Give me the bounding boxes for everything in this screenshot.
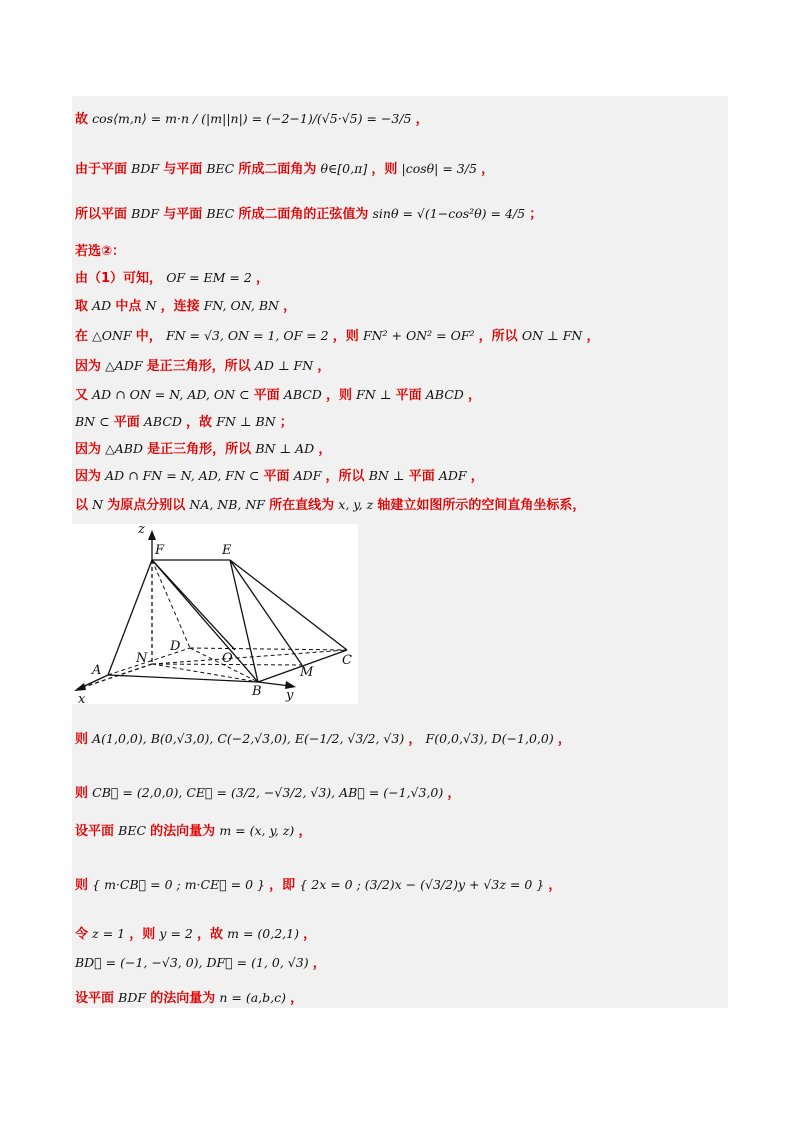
formula: BN ⊂ xyxy=(75,414,110,429)
formula: N xyxy=(92,497,104,512)
formula: N xyxy=(145,298,157,313)
text: 所成二面角的正弦值为 xyxy=(238,207,369,222)
text: 故 xyxy=(75,112,89,127)
formula: BEC xyxy=(206,206,235,221)
line-normal-bec xyxy=(75,822,311,841)
text: ，连接 xyxy=(160,299,200,314)
formula: m = (0,2,1) xyxy=(227,926,299,941)
formula: FN ⊥ xyxy=(356,387,392,402)
line-coordinate-system xyxy=(75,496,585,515)
line-cos-mn xyxy=(75,110,429,129)
text: ， xyxy=(290,991,304,1006)
formula: BDF xyxy=(118,990,147,1005)
text: 所在直线为 xyxy=(269,498,335,513)
text: 与平面 xyxy=(163,162,203,177)
label-z: z xyxy=(138,524,145,537)
line-dihedral-angle xyxy=(75,160,494,179)
label-e: E xyxy=(222,543,232,558)
text: 由（1）可知， xyxy=(75,271,163,286)
label-n: N xyxy=(136,651,148,666)
text: 若选②： xyxy=(75,244,126,259)
line-equation-system xyxy=(75,876,561,895)
formula: BDF xyxy=(131,161,160,176)
text: ，故 xyxy=(197,927,224,942)
formula: θ∈[0,π] xyxy=(320,161,368,176)
line-vectors-bd-df xyxy=(75,954,326,973)
text: 轴建立如图所示的空间直角坐标系， xyxy=(377,498,586,513)
formula: AD xyxy=(92,298,112,313)
formula: △ADF xyxy=(105,358,143,373)
formula: AD ∩ ON = N, AD, ON ⊂ xyxy=(92,387,250,402)
formula: △ABD xyxy=(105,441,144,456)
text: ， xyxy=(447,786,461,801)
text: ， xyxy=(548,878,562,893)
label-c: C xyxy=(342,653,352,668)
formula: OF = EM = 2 xyxy=(166,270,252,285)
formula: FN ⊥ BN xyxy=(216,414,276,429)
label-b: B xyxy=(252,684,262,699)
text: ， xyxy=(303,927,317,942)
label-y: y xyxy=(286,688,294,703)
z-arrow-icon xyxy=(148,530,156,540)
text: 由于平面 xyxy=(75,162,128,177)
text: 因为 xyxy=(75,442,102,457)
formula: FN² + ON² = OF² xyxy=(362,328,475,343)
text: ， xyxy=(467,388,481,403)
text: ， xyxy=(408,732,422,747)
label-x: x xyxy=(78,692,86,704)
line-bn-perp-adf xyxy=(75,467,484,486)
formula: CB⃗ = (2,0,0), CE⃗ = (3/2, −√3/2, √3), AB⃗ = (−1,√3,0) xyxy=(92,785,444,800)
text: 取 xyxy=(75,299,89,314)
formula: AD ⊥ FN xyxy=(254,358,314,373)
text: ； xyxy=(529,207,543,222)
formula: m = (x, y, z) xyxy=(219,823,295,838)
formula: x, y, z xyxy=(338,497,374,512)
formula: { m·CB⃗ = 0 ; m·CE⃗ = 0 } xyxy=(92,877,266,892)
text: ，则 xyxy=(129,927,156,942)
edge-dc-hidden xyxy=(190,648,347,650)
text: ； xyxy=(279,415,293,430)
line-sine-value xyxy=(75,205,542,224)
text: ，则 xyxy=(325,388,352,403)
text: 则 xyxy=(75,732,89,747)
line-normal-bdf xyxy=(75,989,303,1008)
formula: FN, ON, BN xyxy=(203,298,279,313)
label-o: O xyxy=(222,651,233,666)
formula: |cosθ| = 3/5 xyxy=(401,161,477,176)
line-fn-perp-bn xyxy=(75,413,293,432)
formula: BD⃗ = (−1, −√3, 0), DF⃗ = (1, 0, √3) xyxy=(75,955,309,970)
label-d: D xyxy=(170,639,181,654)
text: 中点 xyxy=(115,299,142,314)
text: 又 xyxy=(75,388,89,403)
formula: { 2x = 0 ; (3/2)x − (√3/2)y + √3z = 0 } xyxy=(299,877,545,892)
text: ， xyxy=(283,299,297,314)
text: ， xyxy=(415,112,429,127)
text: 以 xyxy=(75,498,89,513)
segment-nc-hidden xyxy=(152,650,347,664)
edge-fd-hidden xyxy=(152,560,190,648)
text: 设平面 xyxy=(75,824,115,839)
formula: n = (a,b,c) xyxy=(219,990,286,1005)
formula: sinθ = √(1−cos²θ) = 4/5 xyxy=(372,206,526,221)
line-from-1 xyxy=(75,269,269,288)
line-triangle-abd xyxy=(75,440,331,459)
text: 则 xyxy=(75,878,89,893)
text: 平面 xyxy=(113,415,140,430)
text: ，所以 xyxy=(325,469,365,484)
line-vectors xyxy=(75,784,460,803)
text: 是正三角形，所以 xyxy=(147,442,252,457)
formula: NA, NB, NF xyxy=(189,497,265,512)
text: 所成二面角为 xyxy=(238,162,317,177)
formula: z = 1 xyxy=(92,926,126,941)
formula: A(1,0,0), B(0,√3,0), C(−2,√3,0), E(−1/2, √3/2, √3) xyxy=(92,731,405,746)
text: 的法向量为 xyxy=(150,824,216,839)
formula: ADF xyxy=(293,468,322,483)
text: 中， xyxy=(135,329,162,344)
text: 所以平面 xyxy=(75,207,128,222)
formula: △ONF xyxy=(92,328,132,343)
label-f: F xyxy=(155,543,165,558)
formula: BN ⊥ xyxy=(368,468,405,483)
text: ， xyxy=(470,469,484,484)
text: 的法向量为 xyxy=(150,991,216,1006)
formula: FN = √3, ON = 1, OF = 2 xyxy=(165,328,329,343)
text: 则 xyxy=(75,786,89,801)
y-axis xyxy=(258,682,290,686)
formula: ABCD xyxy=(143,414,182,429)
formula: BN ⊥ AD xyxy=(255,441,315,456)
formula: cos⟨m,n⟩ = m·n / (|m||n|) = (−2−1)/(√5·√5) = −3/5 xyxy=(92,111,412,126)
text: ， xyxy=(312,956,326,971)
text: ， xyxy=(318,442,332,457)
text: 平面 xyxy=(395,388,422,403)
text: 令 xyxy=(75,927,89,942)
text: ，即 xyxy=(269,878,296,893)
text: ， xyxy=(317,359,331,374)
text: ， xyxy=(481,162,495,177)
formula: BEC xyxy=(118,823,147,838)
text: ，所以 xyxy=(478,329,518,344)
x-arrow-icon xyxy=(74,683,86,691)
formula: ABCD xyxy=(283,387,322,402)
formula: y = 2 xyxy=(159,926,193,941)
line-triangle-adf xyxy=(75,357,330,376)
text: 平面 xyxy=(253,388,280,403)
line-fn-perp-abcd xyxy=(75,386,481,405)
formula: BDF xyxy=(131,206,160,221)
text: 因为 xyxy=(75,359,102,374)
text: 在 xyxy=(75,329,89,344)
line-midpoint-n xyxy=(75,297,296,316)
line-solve-m xyxy=(75,925,316,944)
formula: AD ∩ FN = N, AD, FN ⊂ xyxy=(105,468,260,483)
line-triangle-onf xyxy=(75,327,599,346)
label-m: M xyxy=(300,665,314,680)
pyramid-diagram xyxy=(72,524,358,704)
text: 平面 xyxy=(263,469,290,484)
text: ， xyxy=(255,271,269,286)
formula: F(0,0,√3), D(−1,0,0) xyxy=(425,731,554,746)
text: ，则 xyxy=(332,329,359,344)
text: 与平面 xyxy=(163,207,203,222)
text: 因为 xyxy=(75,469,102,484)
text: ，则 xyxy=(371,162,398,177)
text: 为原点分别以 xyxy=(107,498,186,513)
formula: BEC xyxy=(206,161,235,176)
formula: ABCD xyxy=(425,387,464,402)
text: ，故 xyxy=(186,415,213,430)
label-a: A xyxy=(92,663,102,678)
text: 设平面 xyxy=(75,991,115,1006)
text: 是正三角形，所以 xyxy=(146,359,251,374)
edge-fo xyxy=(152,560,235,650)
text: ， xyxy=(298,824,312,839)
formula: ADF xyxy=(438,468,467,483)
text: ， xyxy=(557,732,571,747)
line-point-coordinates xyxy=(75,730,571,749)
formula: ON ⊥ FN xyxy=(521,328,583,343)
text: 平面 xyxy=(408,469,435,484)
geometry-figure xyxy=(72,524,358,704)
text: ， xyxy=(586,329,600,344)
line-choose-2 xyxy=(75,243,125,261)
